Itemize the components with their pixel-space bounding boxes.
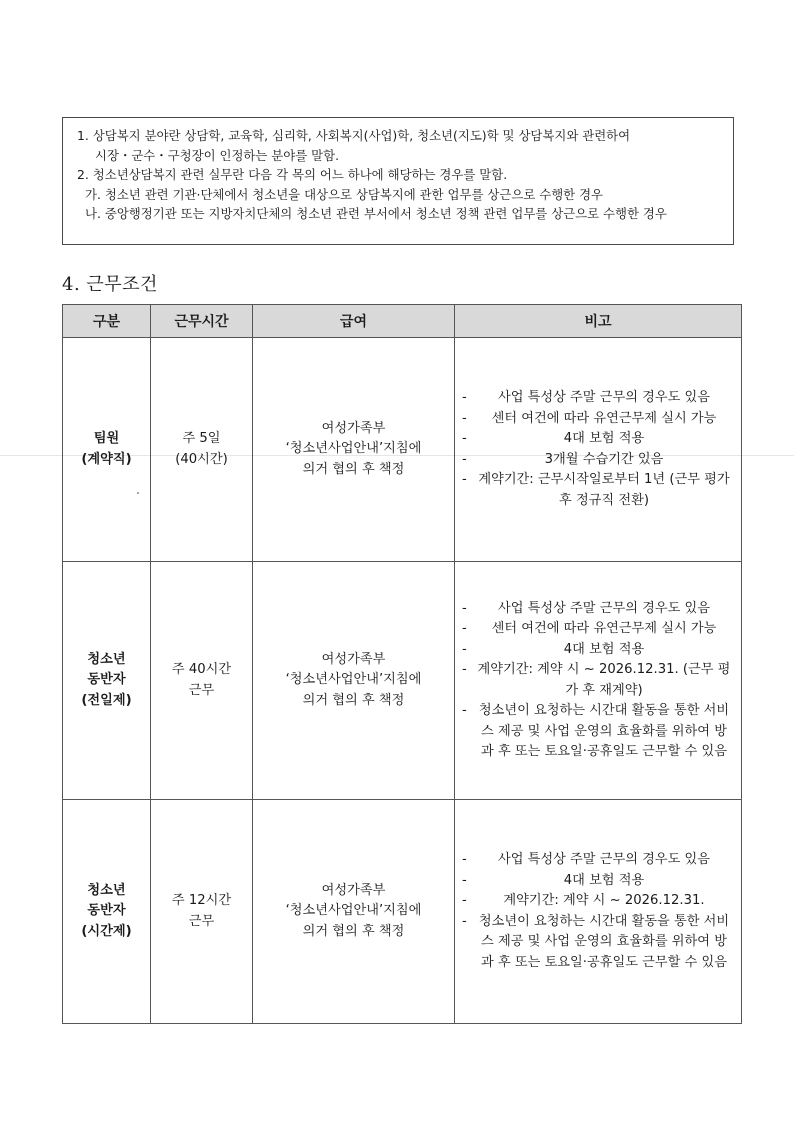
row-hours: 주 12시간 근무 bbox=[151, 800, 253, 1024]
note-line-3: 2. 청소년상담복지 관련 실무란 다음 각 목의 어느 하나에 해당하는 경우를 말함. bbox=[77, 167, 508, 182]
note-line-2: 시장・군수・구청장이 인정하는 분야를 말함. bbox=[95, 147, 340, 163]
table-row bbox=[63, 800, 742, 1024]
table-row bbox=[63, 562, 742, 800]
header-hours: 근무시간 bbox=[151, 305, 253, 338]
header-remarks: 비고 bbox=[455, 305, 742, 338]
remark-item: - 센터 여건에 따라 유연근무제 실시 가능 bbox=[461, 619, 733, 640]
row-remarks bbox=[455, 800, 742, 1024]
remark-item: - 4대 보험 적용 bbox=[461, 429, 733, 450]
header-salary: 급여 bbox=[253, 305, 455, 338]
row-category: 청소년 동반자 (시간제) bbox=[63, 800, 151, 1024]
row-category: 팀원 (계약직) bbox=[63, 338, 151, 562]
remark-item: - 계약기간: 계약 시 ~ 2026.12.31. (근무 평가 후 재계약) bbox=[461, 660, 733, 701]
remark-item: - 계약기간: 계약 시 ~ 2026.12.31. bbox=[461, 891, 733, 912]
header-category: 구분 bbox=[63, 305, 151, 338]
row-hours: 주 5일 (40시간) bbox=[151, 338, 253, 562]
remark-item: - 3개월 수습기간 있음 bbox=[461, 450, 733, 471]
remark-item: - 4대 보험 적용 bbox=[461, 640, 733, 661]
remark-item: - 4대 보험 적용 bbox=[461, 871, 733, 892]
row-remarks bbox=[455, 338, 742, 562]
note-line-5: 나. 중앙행정기관 또는 지방자치단체의 청소년 관련 부서에서 청소년 정책 관련 업무를 상근으로 수행한 경우 bbox=[85, 206, 667, 221]
note-line-4: 가. 청소년 관련 기관·단체에서 청소년을 대상으로 상담복지에 관한 업무를 상근으로 수행한 경우 bbox=[85, 186, 604, 202]
row-hours: 주 40시간 근무 bbox=[151, 562, 253, 800]
remark-item: - 청소년이 요청하는 시간대 활동을 통한 서비스 제공 및 사업 운영의 효율화를 위하여 방과 후 또는 토요일·공휴일도 근무할 수 있음 bbox=[461, 912, 733, 974]
work-conditions-table bbox=[62, 304, 742, 1024]
table-row bbox=[63, 338, 742, 562]
row-salary: 여성가족부 ‘청소년사업안내’지침에 의거 협의 후 책정 bbox=[253, 562, 455, 800]
note-line-1: 1. 상담복지 분야란 상담학, 교육학, 심리학, 사회복지(사업)학, 청소년(지도)학 및 상담복지와 관련하여 bbox=[77, 128, 631, 143]
table-header-row bbox=[63, 305, 742, 338]
remark-item: - 계약기간: 근무시작일로부터 1년 (근무 평가 후 정규직 전환) bbox=[461, 470, 733, 511]
row-salary: 여성가족부 ‘청소년사업안내’지침에 의거 협의 후 책정 bbox=[253, 338, 455, 562]
notes-box bbox=[62, 117, 734, 245]
row-category: 청소년 동반자 (전일제) bbox=[63, 562, 151, 800]
row-salary: 여성가족부 ‘청소년사업안내’지침에 의거 협의 후 책정 bbox=[253, 800, 455, 1024]
section-title: 4. 근무조건 bbox=[62, 274, 158, 295]
remark-item: - 센터 여건에 따라 유연근무제 실시 가능 bbox=[461, 409, 733, 430]
remark-item: - 사업 특성상 주말 근무의 경우도 있음 bbox=[461, 599, 733, 620]
remark-item: - 청소년이 요청하는 시간대 활동을 통한 서비스 제공 및 사업 운영의 효율화를 위하여 방과 후 또는 토요일·공휴일도 근무할 수 있음 bbox=[461, 701, 733, 763]
remark-item: - 사업 특성상 주말 근무의 경우도 있음 bbox=[461, 850, 733, 871]
remark-item: - 사업 특성상 주말 근무의 경우도 있음 bbox=[461, 388, 733, 409]
row-remarks bbox=[455, 562, 742, 800]
